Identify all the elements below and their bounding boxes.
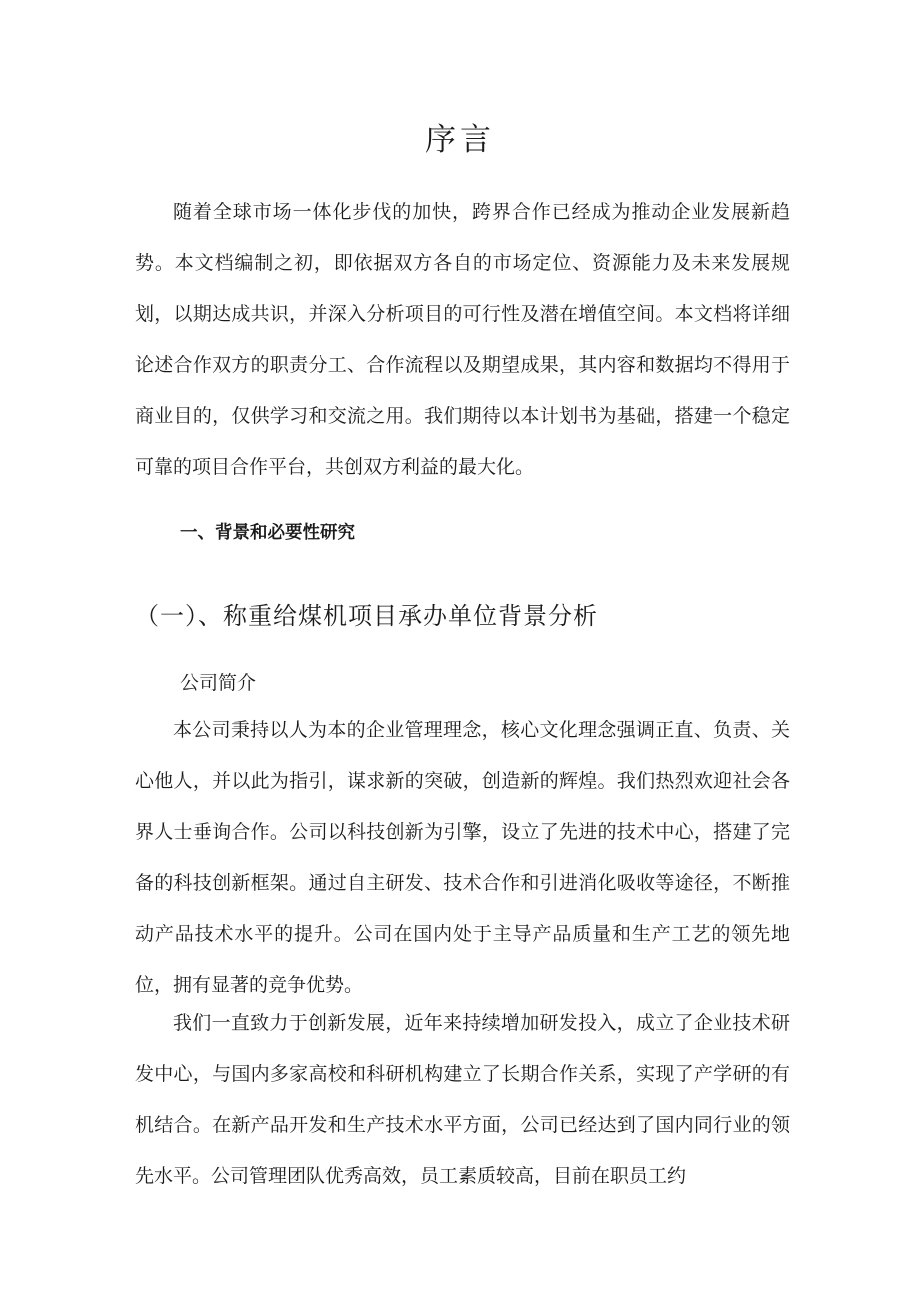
rd-paragraph: 我们一直致力于创新发展，近年来持续增加研发投入，成立了企业技术研发中心，与国内多家高校和科研机构建立了长期合作关系，实现了产学研的有机结合。在新产品开发和生产技术水平方面，公司已经达到了国内同行业的领先水平。公司管理团队优秀高效，员工素质较高，目前在职员工约 xyxy=(135,1012,790,1187)
section-heading: 一、背景和必要性研究 xyxy=(180,523,355,543)
subsection-heading: （一）、称重给煤机项目承办单位背景分析 xyxy=(135,602,598,630)
company-intro-paragraph: 本公司秉持以人为本的企业管理理念，核心文化理念强调正直、负责、关心他人，并以此为指引，谋求新的突破，创造新的辉煌。我们热烈欢迎社会各界人士垂询合作。公司以科技创新为引擎，设立了先进的技术中心，搭建了完备的科技创新框架。通过自主研发、技术合作和引进消化吸收等途径，不断推动产品技术水平的提升。公司在国内处于主导产品质量和生产工艺的领先地位，拥有显著的竞争优势。 xyxy=(135,719,790,996)
company-intro-label: 公司简介 xyxy=(180,672,257,694)
document-title: 序言 xyxy=(425,122,495,158)
preface-paragraph: 随着全球市场一体化步伐的加快，跨界合作已经成为推动企业发展新趋势。本文档编制之初，即依据双方各自的市场定位、资源能力及未来发展规划，以期达成共识，并深入分析项目的可行性及潜在增值空间。本文档将详细论述合作双方的职责分工、合作流程以及期望成果，其内容和数据均不得用于商业目的，仅供学习和交流之用。我们期待以本计划书为基础，搭建一个稳定可靠的项目合作平台，共创双方利益的最大化。 xyxy=(135,201,790,478)
